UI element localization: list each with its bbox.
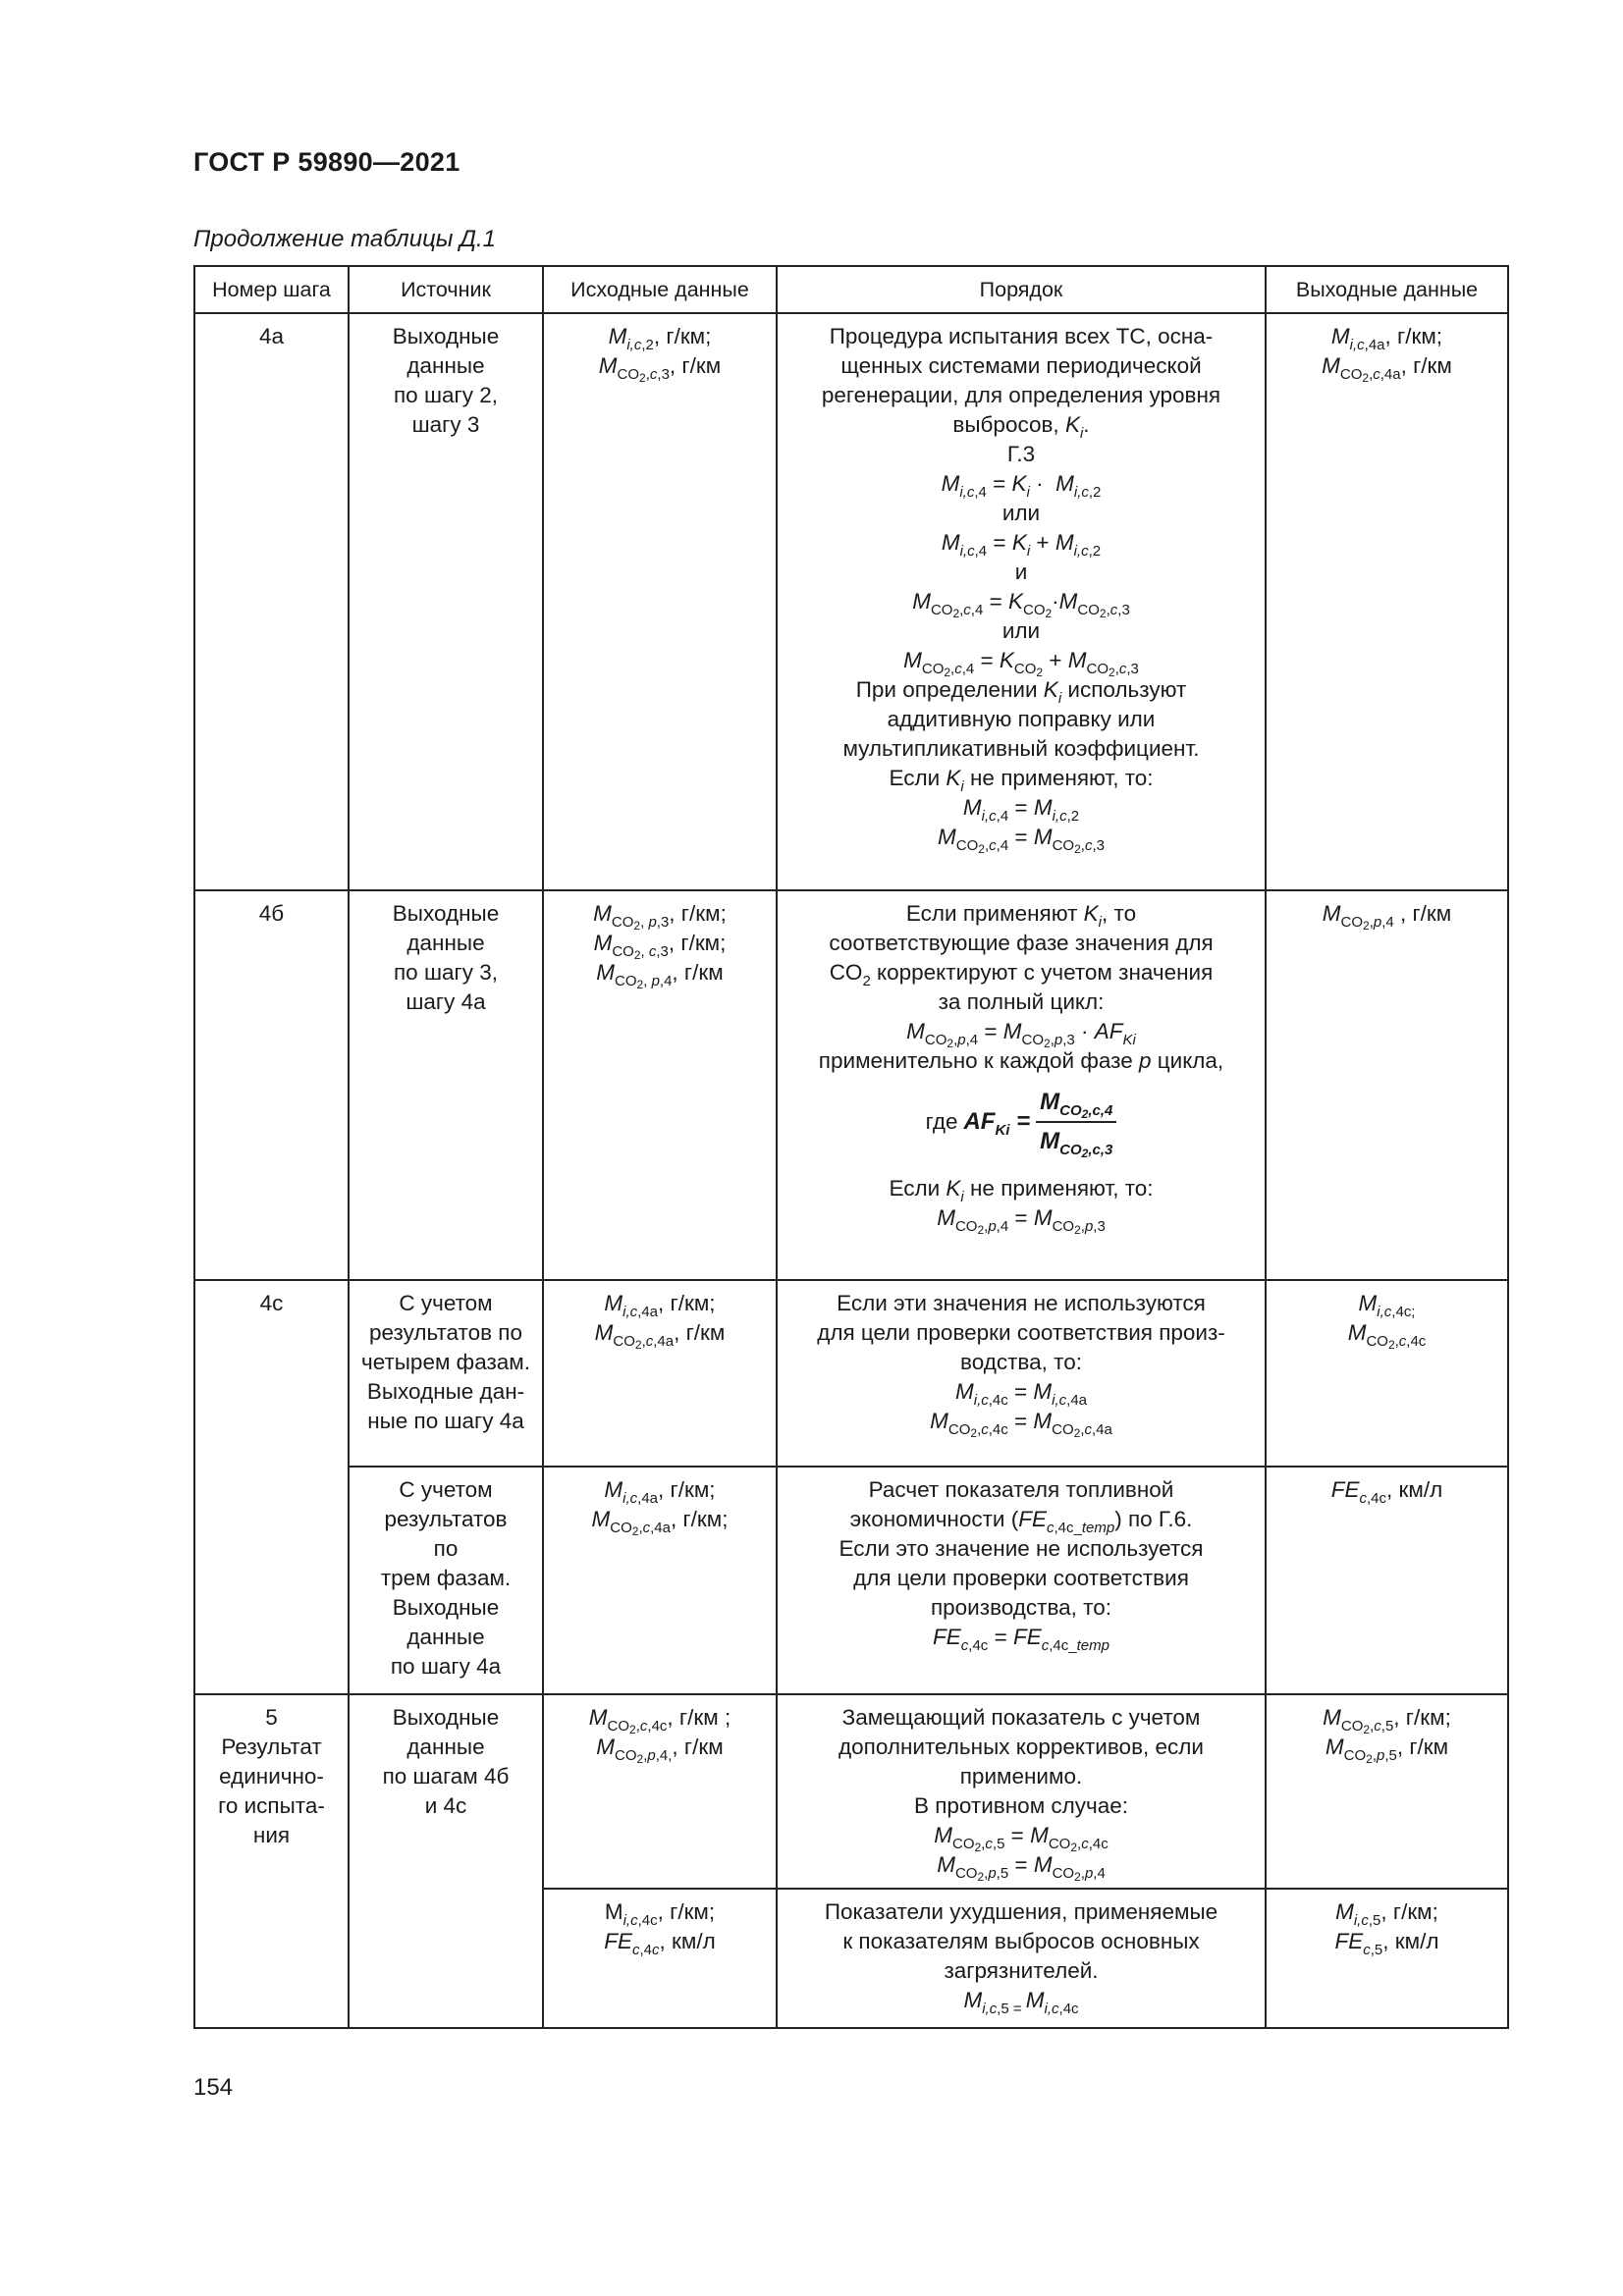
order-line: $CO_2$ корректируют с учетом значения	[829, 960, 1214, 989]
order-line: мультипликативный коэффициент.	[842, 736, 1200, 761]
order-line: Расчет показателя топливной	[868, 1477, 1174, 1502]
source-line: С учетом	[399, 1477, 493, 1502]
output-line: $M_{i,c,4а}$, г/км;	[1330, 324, 1443, 353]
step-cell	[194, 1280, 349, 1694]
input-line: $FE_{c,4c}$, км/л	[604, 1929, 716, 1958]
step-cell	[194, 1694, 349, 2028]
output-line: $M_{CO_2,c,4а}$, г/км	[1322, 353, 1452, 385]
order-line: регенерации, для определения уровня	[821, 383, 1221, 407]
order-line: экономичности $(FE_{c,4с\_temp})$ по Г.6.	[849, 1507, 1193, 1536]
source-cell	[349, 313, 543, 890]
order-line: соответствующие фазе значения для	[829, 931, 1214, 955]
order-line: производства, то:	[930, 1595, 1112, 1620]
order-line: применительно к каждой фазе p цикла,	[818, 1048, 1224, 1073]
order-cell	[777, 1467, 1266, 1694]
step-number: 4б	[258, 901, 285, 926]
order-line: к показателям выбросов основных	[842, 1929, 1200, 1953]
output-line: $M_{CO_2,c,5}$, г/км;	[1323, 1705, 1451, 1736]
input-cell	[543, 1694, 777, 1889]
source-line: данные	[406, 1735, 485, 1759]
source-line: четырем фазам.	[360, 1350, 531, 1374]
source-line: по шагу 4а	[390, 1654, 502, 1679]
order-line: для цели проверки соответствия	[853, 1566, 1189, 1590]
order-line: Если применяют $K_i$, то	[905, 901, 1137, 931]
formula: $M_{i,c,4} = K_i + M_{i,c,2}$	[941, 530, 1102, 560]
input-line: $M_{CO_2,p,4,}$, г/км	[596, 1735, 724, 1766]
formula: $M_{i,c,4с} = M_{i,c,4а}$	[954, 1379, 1088, 1409]
output-line: $M_{i,c,4с;}$	[1358, 1291, 1416, 1320]
step-number: 4с	[259, 1291, 284, 1315]
formula: $M_{i,c,4} = M_{i,c,2}$	[962, 795, 1080, 825]
order-line: дополнительных коррективов, если	[839, 1735, 1204, 1759]
formula: $M_{CO_2,c,4} = K_{CO_2} + M_{CO_2,c,3}$	[903, 648, 1139, 679]
source-line: трем фазам.	[380, 1566, 512, 1590]
output-cell	[1266, 313, 1508, 890]
input-line: $M_{CO_2, p,3}$, г/км;	[593, 901, 727, 933]
output-line: $M_{i,c,5}$, г/км;	[1335, 1899, 1438, 1929]
col-header-source: Источник	[349, 266, 543, 313]
source-line: Выходные	[392, 901, 500, 926]
order-line: Если эти значения не используются	[837, 1291, 1206, 1315]
input-line: $M_{i,c,4а}$, г/км;	[604, 1477, 716, 1507]
input-line: $M_{CO_2,c,4с}$, г/км ;	[588, 1705, 731, 1736]
source-line: результатов	[384, 1507, 508, 1531]
input-cell	[543, 890, 777, 1280]
step-cell	[194, 313, 349, 890]
order-line: щенных системами периодической	[840, 353, 1202, 378]
source-line: по шагу 3,	[394, 960, 498, 985]
input-line: $M_{CO_2, c,3}$, г/км;	[593, 931, 727, 962]
order-line: При определении $K_i$ используют	[855, 677, 1187, 707]
source-line: по шагам 4б	[382, 1764, 510, 1789]
source-line: по шагу 2,	[394, 383, 498, 407]
source-line: и 4с	[424, 1793, 467, 1818]
output-cell	[1266, 890, 1508, 1280]
formula-fraction: где $AF_{Ki}$ = $\frac{M_{CO_2,c,4}}{M_{CO_2,c,3}}$	[782, 1076, 1261, 1174]
order-cell	[777, 313, 1266, 890]
order-line: Если это значение не используется	[839, 1536, 1204, 1561]
input-line: $M_{i,c,2}$, г/км;	[608, 324, 712, 353]
table-header-row	[194, 266, 1508, 313]
table-row	[194, 313, 1508, 890]
step-cell	[194, 890, 349, 1280]
input-line: $M_{i,c,4а}$, г/км;	[604, 1291, 716, 1320]
formula: $M_{CO_2,c,5} = M_{CO_2,c,4с}$	[934, 1823, 1109, 1854]
col-header-step: Номер шага	[194, 266, 349, 313]
formula: $M_{CO_2,c,4с} = M_{CO_2,c,4а}$	[930, 1409, 1112, 1440]
input-cell	[543, 1889, 777, 2028]
input-cell	[543, 1280, 777, 1467]
order-cell	[777, 1889, 1266, 2028]
source-line: результатов по	[369, 1320, 522, 1345]
col-header-order: Порядок	[777, 266, 1266, 313]
formula: $FE_{c,4с} = FE_{c,4с\_temp}$	[933, 1625, 1109, 1654]
order-line: Показатели ухудшения, применяемые	[824, 1899, 1218, 1924]
table-row	[194, 1694, 1508, 1889]
order-line: или	[1001, 618, 1041, 643]
output-line: $FE_{c,5}$, км/л	[1334, 1929, 1439, 1958]
source-line: Выходные	[392, 1595, 500, 1620]
output-cell	[1266, 1467, 1508, 1694]
order-line: водства, то:	[960, 1350, 1082, 1374]
source-cell	[349, 1694, 543, 2028]
table-row	[194, 1467, 1508, 1694]
order-cell	[777, 1280, 1266, 1467]
order-line: аддитивную поправку или	[887, 707, 1156, 731]
order-line: В противном случае:	[913, 1793, 1129, 1818]
formula: $M_{CO_2,c,4} = M_{CO_2,c,3}$	[938, 825, 1105, 856]
output-cell	[1266, 1889, 1508, 2028]
order-line: или	[1001, 501, 1041, 525]
formula: $M_{i,c,5 =}$ $M_{i,c,4с}$	[963, 1988, 1079, 2017]
order-line: за полный цикл:	[938, 989, 1105, 1014]
table-row	[194, 1280, 1508, 1467]
source-line: ные по шагу 4а	[367, 1409, 524, 1433]
order-cell	[777, 890, 1266, 1280]
step-number: 5	[265, 1705, 278, 1730]
table-caption: Продолжение таблицы Д.1	[193, 226, 497, 252]
order-cell	[777, 1694, 1266, 1889]
formula: $M_{i,c,4} = K_i \cdot M_{i,c,2}$	[941, 471, 1102, 501]
step-line: Результат	[221, 1735, 322, 1759]
procedure-table	[193, 265, 1509, 2029]
reference: Г.3	[1006, 442, 1036, 466]
source-line: Выходные дан-	[366, 1379, 525, 1404]
page-number: 154	[193, 2074, 234, 2101]
input-line: $M_{CO_2,c,4а}$, г/км;	[591, 1507, 729, 1538]
order-line: загрязнителей.	[944, 1958, 1099, 1983]
source-line: данные	[406, 353, 485, 378]
formula: $M_{CO_2,p,4} = M_{CO_2,p,3} \cdot AF_{Ki}$	[906, 1019, 1136, 1050]
output-cell	[1266, 1280, 1508, 1467]
source-line: шагу 4а	[406, 989, 486, 1014]
output-line: $M_{CO_2,p,5}$, г/км	[1325, 1735, 1449, 1766]
col-header-output: Выходные данные	[1266, 266, 1508, 313]
step-number: 4а	[258, 324, 285, 348]
input-cell	[543, 1467, 777, 1694]
order-line: Если $K_i$ не применяют, то:	[889, 1176, 1154, 1205]
order-line: применимо.	[959, 1764, 1083, 1789]
output-line: $M_{CO_2,p,4}$ , г/км	[1322, 901, 1452, 933]
formula: $M_{CO_2,p,5} = M_{CO_2,p,4}$	[937, 1852, 1106, 1884]
order-line: и	[1014, 560, 1028, 584]
source-cell	[349, 890, 543, 1280]
source-line: данные	[406, 931, 485, 955]
source-line: по	[433, 1536, 459, 1561]
source-line: Выходные	[392, 324, 500, 348]
formula: $M_{CO_2,c,4} = K_{CO_2}\cdot M_{CO_2,c,3}$	[912, 589, 1130, 620]
order-line: Процедура испытания всех ТС, осна-	[829, 324, 1214, 348]
formula: $M_{CO_2,p,4} = M_{CO_2,p,3}$	[937, 1205, 1106, 1237]
col-header-input: Исходные данные	[543, 266, 777, 313]
output-line: $M_{CO_2,c,4с}$	[1347, 1320, 1427, 1352]
source-line: С учетом	[399, 1291, 493, 1315]
input-line: $M_{i,c,4с}$, г/км;	[604, 1899, 716, 1929]
source-line: данные	[406, 1625, 485, 1649]
input-line: $M_{CO_2,c,4а}$, г/км	[594, 1320, 726, 1352]
document-header: ГОСТ Р 59890—2021	[193, 147, 460, 177]
source-cell	[349, 1467, 543, 1694]
step-line: го испыта-	[218, 1793, 325, 1818]
order-line: Замещающий показатель с учетом	[841, 1705, 1201, 1730]
source-cell	[349, 1280, 543, 1467]
output-cell	[1266, 1694, 1508, 1889]
output-line: $FE_{c,4с}$, км/л	[1330, 1477, 1443, 1507]
input-line: $M_{CO_2, p,4}$, г/км	[596, 960, 724, 991]
order-line: Если $K_i$ не применяют, то:	[889, 766, 1154, 795]
order-line: выбросов, $K_i$.	[952, 412, 1090, 442]
input-cell	[543, 313, 777, 890]
source-line: Выходные	[392, 1705, 500, 1730]
input-line: $M_{CO_2,c,3}$, г/км	[598, 353, 722, 385]
step-line: единично-	[219, 1764, 324, 1789]
order-line: для цели проверки соответствия произ-	[817, 1320, 1225, 1345]
table-row	[194, 890, 1508, 1280]
step-line: ния	[252, 1823, 291, 1847]
source-line: шагу 3	[411, 412, 480, 437]
